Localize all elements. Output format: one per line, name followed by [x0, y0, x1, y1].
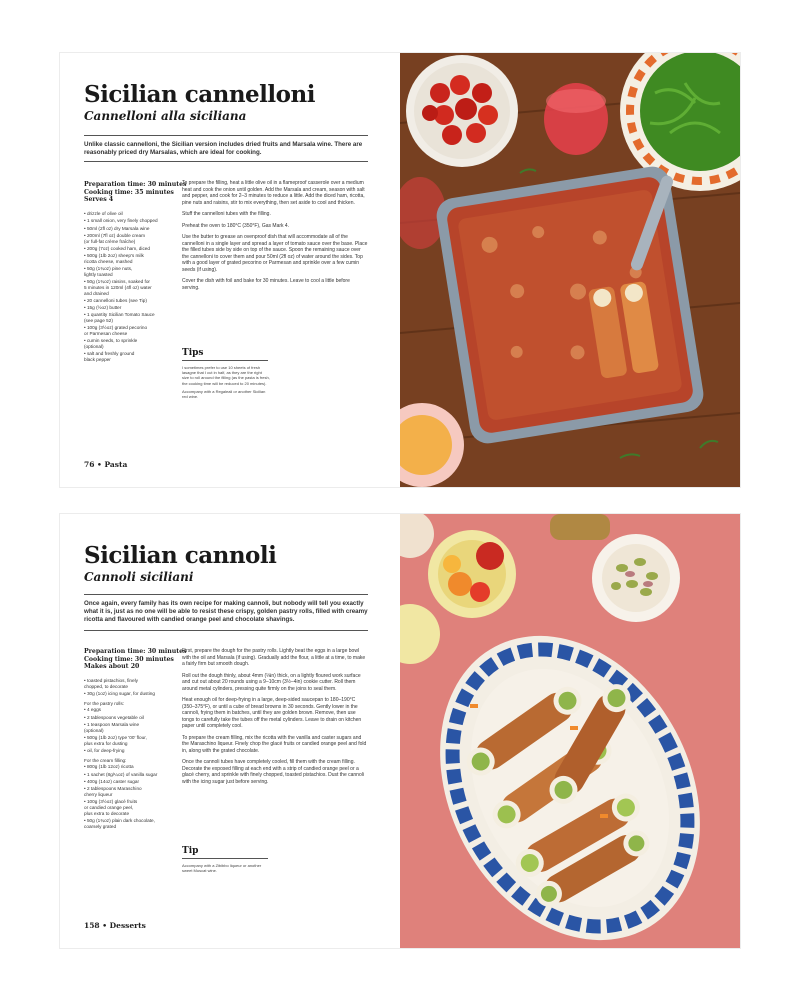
ingredient-item: • 15g (½oz) butter: [84, 305, 122, 311]
divider: [84, 594, 368, 595]
ingredient-item: • 50ml (2fl oz) dry Marsala wine: [84, 225, 150, 231]
cannoli-spread: [60, 514, 740, 948]
ingredient-item: • toasted pistachios, finely chopped, to decorate: [84, 678, 139, 689]
ingredient-item: • 500g (1lb 2oz) type '00' flour, plus extra for dusting: [84, 735, 147, 746]
cannelloni-spread: [60, 53, 740, 487]
method-step: First, prepare the dough for the pastry rolls. Lightly beat the eggs in a large bowl with the oil and Marsala (if using). Gradually add the flour, a little at a time, to make a fairly firm but smooth dough.: [182, 648, 366, 667]
prep-info: [84, 181, 187, 204]
tips-text: [182, 863, 270, 876]
ingredient-item: • 800g (1lb 12oz) ricotta: [84, 764, 134, 770]
divider: [84, 135, 368, 136]
ingredient-item: • 4 eggs: [84, 707, 102, 713]
ingredient-list: [84, 211, 182, 364]
ingredient-item: • salt and freshly ground black pepper: [84, 351, 135, 363]
baking-dish: [434, 164, 706, 446]
method-step: To prepare the filling, heat a little olive oil in a flameproof casserole over a medium heat and cook the onion until golden. Add the Marsala and cream, season with salt and pepper, and cook for 2–3 minutes to reduce a little. Add the diced ham, ricotta, pine nuts and raisins, stir to mix everything, then set aside to cool and thicken.: [182, 180, 365, 206]
method-step: Preheat the oven to 180°C (350°F), Gas Mark 4.: [182, 222, 290, 229]
recipe-intro: Unlike classic cannelloni, the Sicilian version includes dried fruits and Marsala wine. There are reasonably priced dry Marsalas, which are ideal for cooking.: [84, 141, 363, 156]
cannelloni-photo: [400, 53, 740, 487]
tomato-bowl: [406, 55, 518, 167]
cooking-time: Cooking time: 35 minutes: [84, 188, 174, 196]
recipe-title: Sicilian cannelloni: [84, 81, 315, 108]
ingredient-item: • oil, for deep-frying: [84, 748, 125, 753]
ingredient-item: • 400g (14oz) caster sugar: [84, 779, 140, 784]
ingredient-item: • 1 quantity Sicilian Tomato Sauce (see page 52): [84, 312, 155, 324]
recipe-intro: Once again, every family has its own recipe for making cannoli, but nobody will tell you exactly what it is, just as no one will be able to resist these crispy, golden pastry rolls, filled with creamy ricotta and flavoured with candied orange peel and chocolate shavings.: [84, 600, 368, 623]
wine-glass: [544, 83, 608, 155]
ingredient-item: • 20 cannelloni tubes (see Tip): [84, 297, 147, 303]
ingredient-item: • 200g (7oz) cooked ham, diced: [84, 245, 151, 251]
method-step: Heat enough oil for deep-frying in a large, deep-sided saucepan to 180–190°C (350–375°F), or until a cube of bread browns in 30 seconds. Gently lower in the cannoli, frying them in batches, until they are golden brown. Remove, then use tongs to carefully take the tubes off the metal cylinders. Leave to drain on kitchen paper until completely cool.: [182, 697, 362, 729]
method-step: Stuff the cannelloni tubes with the filling.: [182, 211, 271, 217]
method-step: Once the cannoli tubes have completely cooled, fill them with the cream filling. Decorate the exposed filling at each end with a strip of candied orange peel or a glacé cherry, and sprinkle with finely chopped, toasted pistachios. Dust the cannoli with the icing sugar just before serving.: [182, 759, 364, 785]
ingredient-subheading: For the cream filling:: [84, 757, 127, 763]
makes: Makes about 20: [84, 663, 140, 671]
method-text: [182, 648, 368, 790]
ingredient-item: • 2 tablespoons vegetable oil: [84, 714, 144, 720]
ingredient-item: • 200ml (7fl oz) double cream (or full-fat crème fraîche): [84, 232, 146, 244]
ingredient-item: • cumin seeds, to sprinkle (optional): [84, 338, 138, 350]
ingredient-list: [84, 678, 182, 831]
ingredient-item: • 100g (3½oz) glacé fruits or candied orange peel, plus extra to decorate: [84, 799, 138, 816]
ingredient-item: • drizzle of olive oil: [84, 211, 123, 216]
tip-paragraph: I sometimes prefer to use 10 sheets of fresh lasagne that I cut in half, as they are the right size to roll around the filling (as the pasta is fresh, the cooking time will be reduced to 20 minutes).: [182, 365, 270, 386]
tip-paragraph: Accompany with a Regaleali or another Sicilian red wine.: [182, 388, 266, 400]
method-text: [182, 180, 368, 296]
pistachio-bowl: [592, 534, 680, 622]
tips-text: [182, 365, 270, 402]
tip-paragraph: Accompany with a Zibibbo liqueur or another sweet Muscat wine.: [182, 863, 262, 874]
serves: Serves 4: [84, 196, 114, 204]
ingredient-item: • 30g (1oz) icing sugar, for dusting: [84, 691, 155, 696]
tips-divider: [182, 858, 268, 859]
method-step: Cover the dish with foil and bake for 30 minutes. Leave to cool a little before serving.: [182, 278, 350, 291]
ingredient-item: • 100g (3½oz) grated pecorino or Parmesan cheese: [84, 325, 148, 337]
cannoli-photo: [400, 514, 740, 948]
ingredient-item: • 500g (1lb 2oz) sheep's milk ricotta cheese, mashed: [84, 253, 144, 264]
ingredient-item: • 50g (1¾oz) plain dark chocolate, coarsely grated: [84, 818, 155, 829]
divider: [84, 630, 368, 631]
prep-time: Preparation time: 30 minutes: [84, 181, 187, 188]
ingredient-item: • 50g (1¾oz) pine nuts, lightly toasted: [84, 266, 133, 277]
ingredient-item: • 1 small onion, very finely chopped: [84, 218, 158, 224]
ingredient-item: • 1 teaspoon Marsala wine (optional): [84, 722, 140, 733]
prep-time: Preparation time: 30 minutes: [84, 648, 187, 655]
tip-heading: Tip: [182, 846, 199, 856]
ingredient-item: • 50g (1¾oz) raisins, soaked for 5 minutes in 120ml (4fl oz) water and drained: [84, 279, 152, 296]
method-step: Use the butter to grease an ovenproof dish that will accommodate all of the cannelloni in a single layer and spread a layer of tomato sauce over the base. Place the filled tubes side by side on top of the sauce. Spoon the remaining sauce over the cannelloni to cover them and pour 50ml (2fl oz) of water around the sides. Top with a good layer of grated pecorino or Parmesan and sprinkle over a few cumin seeds (if using).: [182, 234, 368, 273]
cooking-time: Cooking time: 30 minutes: [84, 655, 174, 663]
recipe-subtitle: Cannelloni alla siciliana: [84, 109, 247, 123]
prep-info: [84, 648, 187, 671]
recipe-text-page: [60, 53, 400, 487]
ingredient-subheading: For the pastry rolls:: [84, 700, 125, 706]
recipe-text-page: [60, 514, 400, 948]
tips-divider: [182, 360, 268, 361]
ingredient-item: • 1 sachet (8g/¼oz) of vanilla sugar: [84, 771, 158, 777]
divider: [84, 161, 368, 162]
method-step: To prepare the cream filling, mix the ricotta with the vanilla and caster sugars and the Maraschino liqueur. Finely chop the glacé fruits or candied orange peel and fold in, along with the grated chocolate.: [182, 734, 367, 754]
page-folio: 76 • Pasta: [84, 460, 128, 469]
page-folio: 158 • Desserts: [84, 921, 146, 930]
method-step: Roll out the dough thinly, about 4mm (⅛in) thick, on a lightly floured work surface and cut out about 20 rounds using a 9–10cm (3½–4in) cookie cutter. Roll them around metal cylinders, pressing quite firmly on the joins to seal them.: [182, 672, 361, 692]
tips-heading: Tips: [182, 348, 204, 358]
recipe-title: Sicilian cannoli: [84, 542, 277, 569]
candied-fruit-bowl: [428, 530, 516, 618]
recipe-subtitle: Cannoli siciliani: [84, 570, 194, 584]
ingredient-item: • 2 tablespoons Maraschino cherry liqueur: [84, 786, 142, 797]
